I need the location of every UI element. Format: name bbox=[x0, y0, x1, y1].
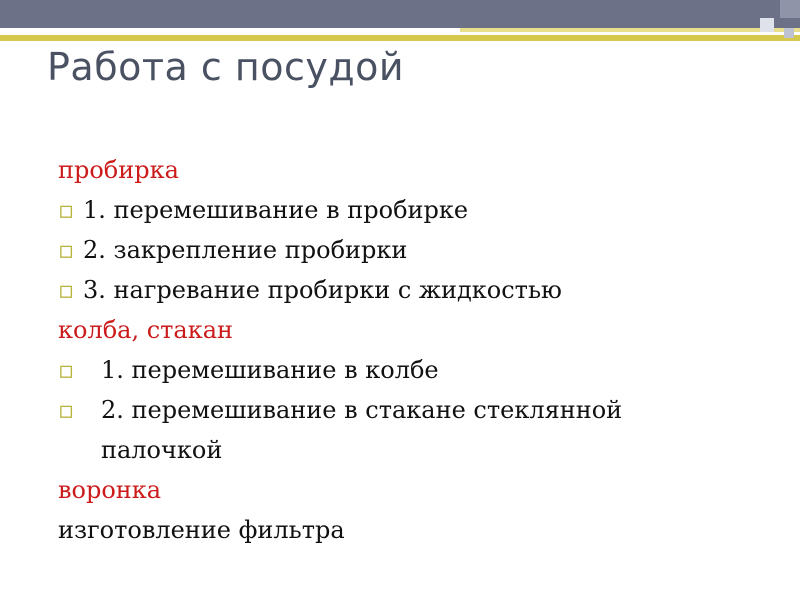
slide-title: Работа с посудой bbox=[47, 45, 405, 89]
list-item-text: 1. перемешивание в колбе bbox=[101, 356, 439, 384]
list-item-text: 1. перемешивание в пробирке bbox=[83, 196, 469, 224]
header-secondary-stripe bbox=[460, 28, 800, 32]
bullet-icon: ▫ bbox=[58, 276, 75, 304]
bullet-icon: ▫ bbox=[58, 396, 75, 424]
list-item-text: 3. нагревание пробирки с жидкостью bbox=[83, 276, 562, 304]
header-accent-stripe bbox=[0, 35, 800, 41]
list-item bbox=[58, 390, 738, 470]
bullet-icon: ▫ bbox=[58, 236, 75, 264]
section-heading: колба, стакан bbox=[58, 316, 234, 344]
section-text: изготовление фильтра bbox=[58, 516, 345, 544]
decorative-square bbox=[760, 18, 774, 32]
list-item bbox=[58, 270, 738, 310]
bullet-icon: ▫ bbox=[58, 356, 75, 384]
list-item bbox=[58, 230, 738, 270]
section-heading: воронка bbox=[58, 476, 162, 504]
decorative-square bbox=[780, 0, 800, 18]
decorative-square bbox=[784, 28, 794, 38]
slide-content bbox=[58, 150, 738, 550]
section-heading: пробирка bbox=[58, 156, 179, 184]
list-item bbox=[58, 350, 738, 390]
list-item-text: 2. закрепление пробирки bbox=[83, 236, 408, 264]
list-item-text: 2. перемешивание в стакане стеклянной палочкой bbox=[101, 396, 623, 464]
bullet-icon: ▫ bbox=[58, 196, 75, 224]
list-item bbox=[58, 190, 738, 230]
header-bar bbox=[0, 0, 800, 28]
